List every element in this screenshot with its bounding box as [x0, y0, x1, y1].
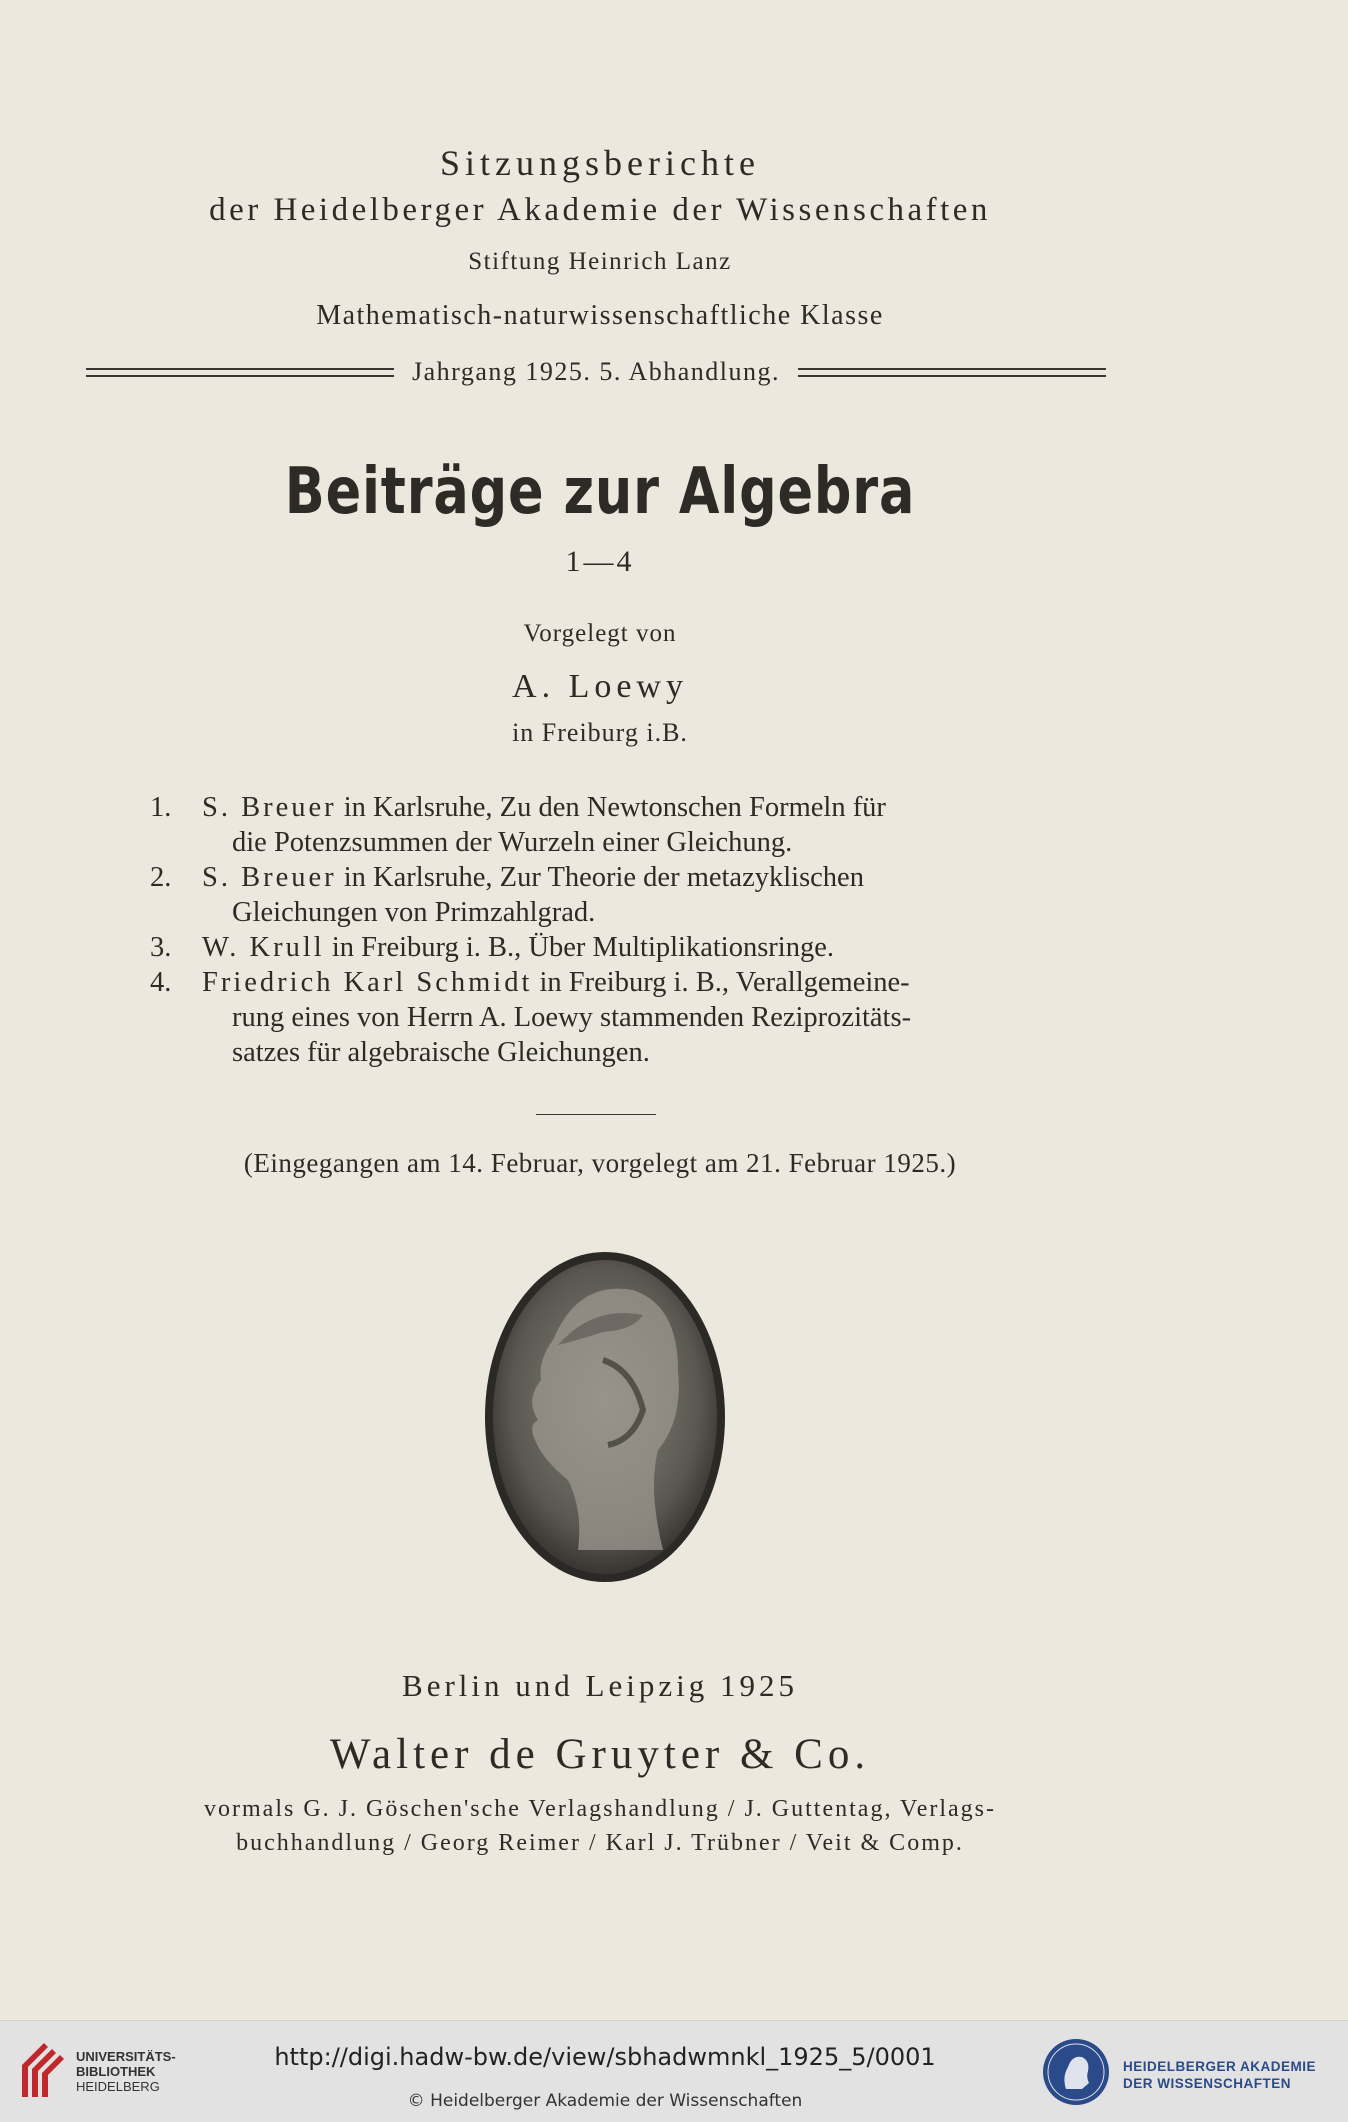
contents-list	[150, 790, 1050, 1070]
publisher-name: Walter de Gruyter & Co.	[329, 1731, 871, 1778]
series-title: Sitzungsberichte	[440, 143, 760, 183]
copyright-notice: © Heidelberger Akademie der Wissenschaften	[407, 2091, 803, 2111]
item-text	[202, 965, 1050, 1070]
divider	[536, 1114, 656, 1115]
item-line1: in Karlsruhe, Zur Theorie der metazyklischen	[336, 862, 864, 893]
item-line1: in Freiburg i. B., Verallgemeine-	[532, 967, 910, 998]
item-number: 1.	[150, 792, 172, 823]
class-name: Mathematisch-naturwissenschaftliche Klasse	[316, 300, 884, 331]
publisher-history-line2: buchhandlung / Georg Reimer / Karl J. Trübner / Veit & Comp.	[236, 1830, 964, 1856]
item-line2: rung eines von Herrn A. Loewy stammenden Reziprozitäts-	[232, 1002, 912, 1033]
list-item	[150, 860, 1050, 930]
received-note: (Eingegangen am 14. Februar, vorgelegt am 21. Februar 1925.)	[243, 1148, 957, 1178]
item-author: Friedrich Karl Schmidt	[202, 967, 533, 998]
part-numbers: 1—4	[565, 545, 635, 578]
list-item	[150, 930, 1050, 965]
publisher-history-line1: vormals G. J. Göschen'sche Verlagshandlung / J. Guttentag, Verlags-	[204, 1796, 996, 1822]
viewer-footer	[0, 2020, 1348, 2122]
academy-name-footer	[1123, 2058, 1316, 2092]
item-number: 2.	[150, 862, 172, 893]
hadw-name-line1: HEIDELBERGER AKADEMIE	[1123, 2059, 1317, 2074]
presenter-name: A. Loewy	[512, 668, 688, 705]
item-text	[202, 790, 1050, 860]
item-line1: in Karlsruhe, Zu den Newtonschen Formeln für	[336, 792, 886, 823]
item-number: 4.	[150, 967, 172, 998]
item-author: S. Breuer	[202, 792, 337, 823]
item-line2: Gleichungen von Primzahlgrad.	[232, 897, 596, 928]
presented-by-label: Vorgelegt von	[523, 620, 677, 647]
volume-info: Jahrgang 1925. 5. Abhandlung.	[412, 357, 780, 386]
item-number: 3.	[150, 932, 172, 963]
list-item	[150, 790, 1050, 860]
academy-name: der Heidelberger Akademie der Wissenschaften	[209, 192, 991, 228]
academy-logo-icon[interactable]	[1042, 2037, 1110, 2107]
item-author: S. Breuer	[202, 862, 337, 893]
main-title: Beiträge zur Algebra	[284, 455, 916, 529]
item-line2: die Potenzsummen der Wurzeln einer Gleichung.	[232, 827, 793, 858]
medallion-portrait-image	[483, 1250, 727, 1585]
ub-name-line1: UNIVERSITÄTS-	[76, 2049, 176, 2064]
item-text	[202, 930, 1050, 965]
volume-line	[86, 352, 1106, 392]
publisher-history	[110, 1792, 1090, 1860]
item-author: W. Krull	[202, 932, 325, 963]
presenter-location: in Freiburg i.B.	[512, 718, 688, 747]
item-text	[202, 860, 1050, 930]
item-line1: in Freiburg i. B., Über Multiplikationsringe.	[324, 932, 834, 963]
list-item	[150, 965, 1050, 1070]
permalink-url[interactable]: http://digi.hadw-bw.de/view/sbhadwmnkl_1925_5/0001	[274, 2043, 936, 2071]
double-rule-left	[86, 368, 394, 377]
publication-place-year: Berlin und Leipzig 1925	[402, 1668, 798, 1703]
hadw-name-line2: DER WISSENSCHAFTEN	[1123, 2076, 1292, 2091]
double-rule-right	[798, 368, 1106, 377]
foundation-name: Stiftung Heinrich Lanz	[468, 248, 732, 275]
ub-name-line3: HEIDELBERG	[76, 2079, 160, 2094]
item-line3: satzes für algebraische Gleichungen.	[232, 1037, 650, 1068]
ub-name-line2: BIBLIOTHEK	[76, 2064, 156, 2079]
